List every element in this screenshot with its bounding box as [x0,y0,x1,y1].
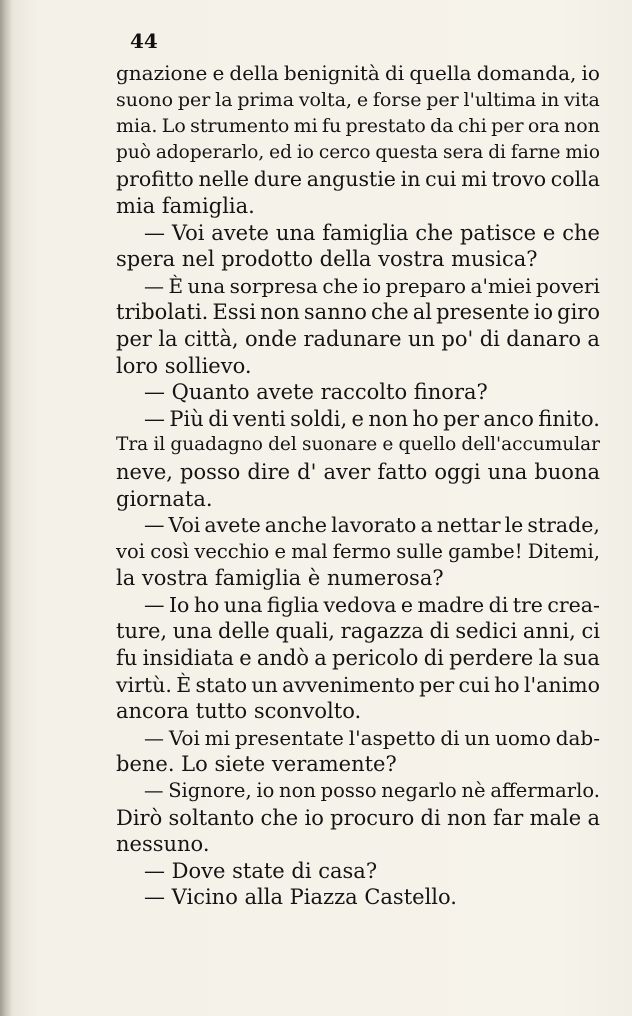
text-line: mia. Lo strumento mi fu prestato da chi per ora non [116,115,600,138]
book-spine-shadow [0,0,12,1016]
text-line: ture, una delle quali, ragazza di sedici anni, ci [116,619,600,644]
text-line: — Dove state di casa? [144,858,378,883]
text-line: per la città, onde radunare un po' di danaro a [116,326,600,351]
text-line: profitto nelle dure angustie in cui mi trovo colla [116,167,600,192]
text-line: fu insidiata e andò a pericolo di perdere la sua [116,646,600,671]
text-line: gnazione e della benignità di quella domanda, io [116,61,600,85]
text-line: bene. Lo siete veramente? [116,752,397,777]
text-line: nessuno. [116,832,210,857]
text-line: neve, posso dire d' aver fatto oggi una buona [116,459,600,484]
text-line: la vostra famiglia è numerosa? [116,566,444,591]
text-line: — Voi avete anche lavorato a nettar le strade, [144,513,600,538]
text-line: può adoperarlo, ed io cerco questa sera di farne mio [116,141,600,163]
text-line: — È una sorpresa che io preparo a'miei poveri [144,273,600,298]
text-line: — Signore, io non posso negarlo nè affermarlo. [144,779,600,803]
body-text [116,60,600,911]
page-number: 44 [130,29,158,53]
text-line: spera nel prodotto della vostra musica? [116,247,538,272]
text-line: Dirò soltanto che io procuro di non far male a [116,805,600,830]
text-line: — Voi avete una famiglia che patisce e che [144,220,600,245]
text-line: — Quanto avete raccolto finora? [144,380,488,405]
text-line: virtù. È stato un avvenimento per cui ho l'animo [116,672,600,697]
text-line: loro sollievo. [116,353,252,378]
text-line: giornata. [116,486,213,511]
text-line: tribolati. Essi non sanno che al presente io giro [116,300,600,325]
text-line: suono per la prima volta, e forse per l'ultima in vita [116,88,600,111]
text-line: ancora tutto sconvolto. [116,699,362,724]
text-line: mia famiglia. [116,193,255,218]
text-line: voi così vecchio e mal fermo sulle gambe! Ditemi, [116,539,600,563]
text-line: — Più di venti soldi, e non ho per anco finito. [144,406,600,431]
text-line: Tra il guadagno del suonare e quello dell'accumular [116,434,600,456]
text-line: — Voi mi presentate l'aspetto di un uomo dab- [144,725,600,750]
text-line: — Io ho una figlia vedova e madre di tre crea- [144,592,600,617]
text-line: — Vicino alla Piazza Castello. [144,885,457,910]
